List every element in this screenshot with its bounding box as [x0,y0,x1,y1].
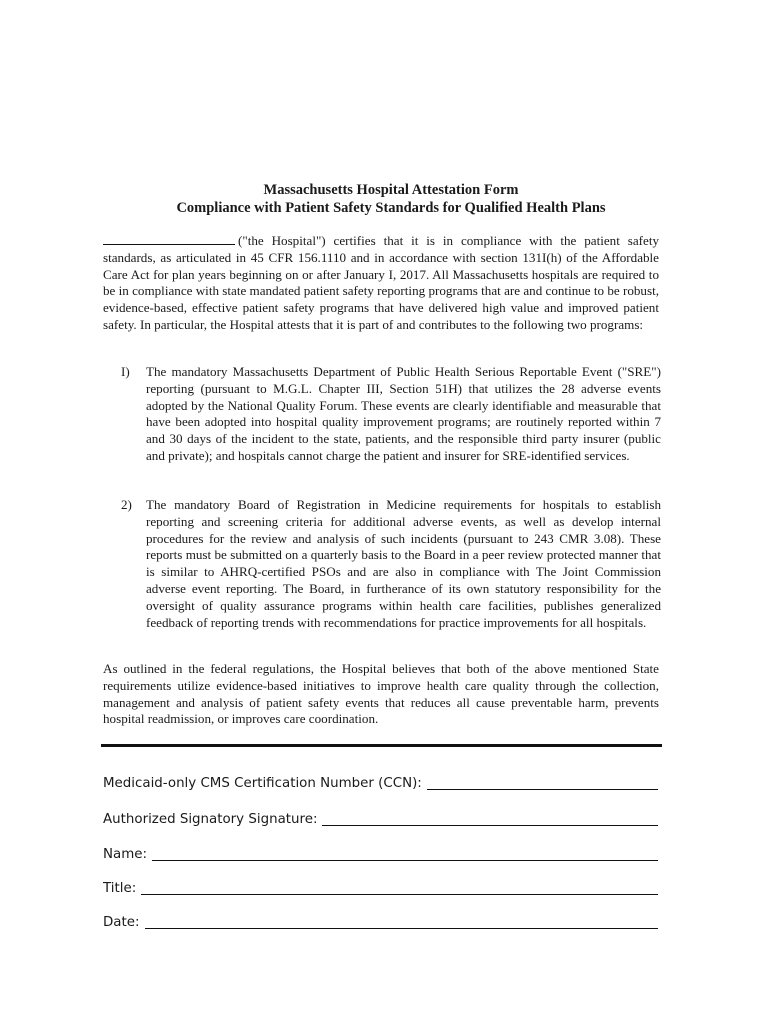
ccn-label: Medicaid-only CMS Certification Number (CCN): [103,776,422,791]
title-input-line[interactable] [141,880,658,895]
program-item-board [121,497,661,631]
program-text: The mandatory Board of Registration in Medicine requirements for hospitals to establish reporting and screening criteria for additional adverse events, as well as develop internal procedures for the review and analysis of such incidents (pursuant to 243 CMR 3.08). These reports must be submitted on a quarterly basis to the Board in a peer review protected manner that is similar to AHRQ-certified PSOs and are also in compliance with The Joint Commission adverse event reporting. The Board, in furtherance of its own statutory responsibility for the oversight of quality assurance programs within health care facilities, publishes generalized feedback of reporting trends with recommendations for practice improvements for all hospitals. [146,497,661,630]
signature-label: Authorized Signatory Signature: [103,812,318,827]
name-input-line[interactable] [152,846,658,861]
intro-paragraph [103,232,659,334]
program-item-sre [121,364,661,465]
title-label: Title: [103,881,137,896]
list-marker: 2) [121,497,132,512]
form-title: Massachusetts Hospital Attestation Form [263,182,519,198]
ccn-field [103,775,658,792]
program-text: The mandatory Massachusetts Department of Public Health Serious Reportable Event ("SRE") reporting (pursuant to M.G.L. Chapter III, Section 51H) that utilizes the 28 adverse events adopted by the National Quality Forum. These events are clearly identifiable and measurable that have been adopted into hospital quality improvement programs; are routinely reported within 7 and 30 days of the incident to the state, patients, and the responsible third party insurer (public and private); and hospitals cannot charge the patient and insurer for SRE-identified services. [146,364,661,463]
date-field [103,914,658,931]
closing-paragraph: As outlined in the federal regulations, the Hospital believes that both of the above mentioned State requirements utilize evidence-based initiatives to improve health care quality through the collection, management and analysis of patient safety events that reduces all cause preventable harm, prevents hospital readmission, or improves care coordination. [103,661,659,727]
signature-field [103,811,658,828]
section-divider [101,744,662,747]
name-label: Name: [103,847,148,862]
hospital-name-blank[interactable] [103,232,235,245]
intro-text: ("the Hospital") certifies that it is in compliance with the patient safety standards, as articulated in 45 CFR 156.1110 and in accordance with section 131I(h) of the Affordable Care Act for plan years beginning on or after January I, 2017. All Massachusetts hospitals are required to be in compliance with state mandated patient safety reporting programs that are and continue to be robust, evidence-based, effective patient safety programs that have delivered high value and improved patient safety. In particular, the Hospital attests that it is part of and contributes to the following two programs: [103,233,659,332]
list-marker: I) [121,364,130,379]
name-field [103,846,658,863]
title-field [103,880,658,897]
signature-input-line[interactable] [322,811,658,826]
date-label: Date: [103,915,140,930]
form-subtitle: Compliance with Patient Safety Standards for Qualified Health Plans [176,200,606,216]
date-input-line[interactable] [145,914,658,929]
ccn-input-line[interactable] [427,775,658,790]
